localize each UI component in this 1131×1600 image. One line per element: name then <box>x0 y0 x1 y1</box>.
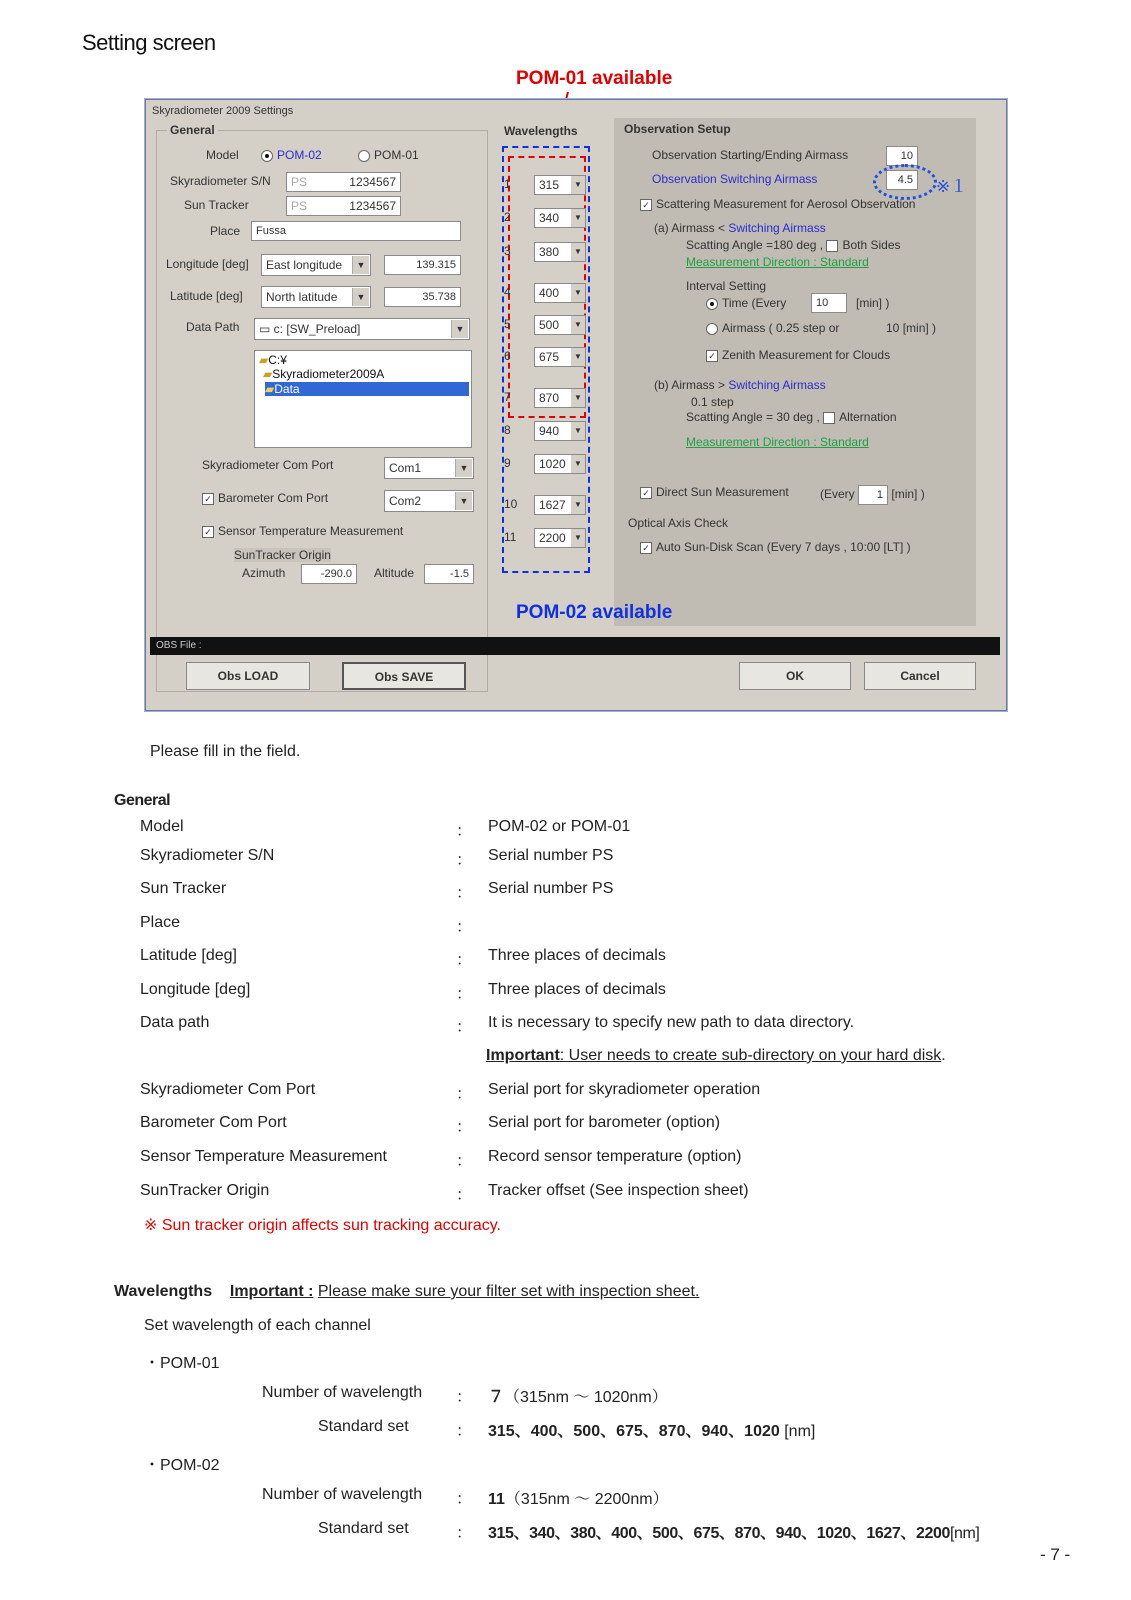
chevron-down-icon: ▼ <box>571 455 585 473</box>
airmass-radio[interactable]: Airmass ( 0.25 step or <box>706 321 839 335</box>
auto-scan-checkbox[interactable]: ✓ Auto Sun-Disk Scan (Every 7 days , 10:00 [LT] ) <box>640 540 911 554</box>
channel-select-9[interactable] <box>534 454 586 474</box>
colon: ： <box>456 1423 473 1440</box>
com-port-select[interactable]: Com1 ▼ <box>384 457 474 479</box>
chevron-down-icon: ▼ <box>571 176 585 194</box>
wavelengths-label: Wavelengths <box>504 124 578 138</box>
interval-label: Interval Setting <box>686 279 767 293</box>
origin-label: SunTracker Origin <box>234 548 331 562</box>
field-label: Latitude [deg] <box>140 947 237 964</box>
switching-label: Observation Switching Airmass <box>652 172 818 186</box>
pom01-num: ７（315nm ～ 1020nm） <box>488 1389 668 1406</box>
chevron-down-icon: ▼ <box>455 459 472 477</box>
start-end-input[interactable]: 10 <box>886 146 918 166</box>
chevron-down-icon: ▼ <box>571 284 585 302</box>
b-title: (b) Airmass > Switching Airmass <box>654 378 826 392</box>
dialog-title: Skyradiometer 2009 Settings <box>152 105 294 117</box>
chevron-down-icon: ▼ <box>571 243 585 261</box>
chevron-down-icon: ▼ <box>571 422 585 440</box>
latitude-input[interactable]: 35.738 <box>384 287 461 307</box>
pom01-std-label: Standard set <box>318 1418 409 1435</box>
channel-number: 1 <box>504 177 511 191</box>
pom01-callout: POM-01 available <box>516 68 673 89</box>
longitude-dir-select[interactable]: East longitude ▼ <box>261 254 371 276</box>
chevron-down-icon: ▼ <box>451 320 468 338</box>
direct-every: (Every 1 [min] ) <box>820 485 925 505</box>
data-path-label: Data Path <box>186 320 240 334</box>
a-direction-link[interactable]: Measurement Direction : Standard <box>686 255 869 269</box>
pom02-num-label: Number of wavelength <box>262 1486 423 1503</box>
zenith-checkbox[interactable]: ✓ Zenith Measurement for Clouds <box>706 348 890 362</box>
colon: ： <box>456 1153 473 1170</box>
barometer-checkbox[interactable]: ✓ Barometer Com Port <box>202 491 328 505</box>
place-label: Place <box>210 224 241 238</box>
colon: ： <box>456 1086 473 1103</box>
wavelengths-subtitle: Set wavelength of each channel <box>144 1317 371 1334</box>
cancel-button[interactable]: Cancel <box>864 662 976 690</box>
field-description: Serial port for barometer (option) <box>488 1114 721 1131</box>
field-label: Sensor Temperature Measurement <box>140 1148 387 1165</box>
channel-value: 1627 <box>539 498 566 512</box>
chevron-down-icon: ▼ <box>571 389 585 407</box>
pom02-num: 11（315nm ～ 2200nm） <box>488 1491 669 1508</box>
channel-select-8[interactable] <box>534 421 586 441</box>
pom02-std-set: 315、340、380、400、500、675、870、940、1020、1627、2200[nm] <box>488 1525 980 1542</box>
channel-value: 315 <box>539 178 560 192</box>
channel-number: 4 <box>504 285 511 299</box>
channel-value: 400 <box>539 286 560 300</box>
channel-value: 870 <box>539 391 560 405</box>
channel-select-2[interactable] <box>534 208 586 228</box>
colon: ： <box>456 823 473 840</box>
origin-note: ※ Sun tracker origin affects sun tracking accuracy. <box>144 1217 501 1234</box>
sensor-temp-checkbox[interactable]: ✓ Sensor Temperature Measurement <box>202 524 403 538</box>
pom02-callout: POM-02 available <box>516 602 673 623</box>
channel-value: 380 <box>539 245 560 259</box>
field-description: It is necessary to specify new path to data directory. <box>488 1014 855 1031</box>
a-title: (a) Airmass < Switching Airmass <box>654 221 826 235</box>
channel-number: 10 <box>504 497 518 511</box>
intro-text: Please fill in the field. <box>150 743 301 760</box>
altitude-label: Altitude <box>374 566 415 580</box>
channel-number: 7 <box>504 390 511 404</box>
colon: ： <box>456 1389 473 1406</box>
channel-select-3[interactable] <box>534 242 586 262</box>
field-label: Skyradiometer S/N <box>140 847 275 864</box>
chevron-down-icon: ▼ <box>571 316 585 334</box>
azimuth-input[interactable]: -290.0 <box>301 564 357 584</box>
folder-tree[interactable] <box>254 350 472 448</box>
latitude-label: Latitude [deg] <box>170 289 243 303</box>
field-label: Sun Tracker <box>140 880 227 897</box>
general-group-label: General <box>167 123 218 137</box>
tree-item-root[interactable]: ▰C:¥ <box>259 353 287 367</box>
field-description: Three places of decimals <box>488 947 666 964</box>
tracker-label: Sun Tracker <box>184 198 249 212</box>
colon: ： <box>456 1119 473 1136</box>
channel-select-11[interactable] <box>534 528 586 548</box>
field-description: Serial number PS <box>488 880 614 897</box>
colon: ： <box>456 885 473 902</box>
model-label: Model <box>206 148 239 162</box>
direct-sun-checkbox[interactable]: ✓ Direct Sun Measurement <box>640 485 789 499</box>
switching-input[interactable]: 4.5 <box>886 170 918 190</box>
channel-value: 340 <box>539 211 560 225</box>
colon: ： <box>456 1019 473 1036</box>
colon: ： <box>456 1491 473 1508</box>
note-mark: ※１ <box>936 177 968 196</box>
obs-load-button[interactable]: Obs LOAD <box>186 662 310 690</box>
field-label: Longitude [deg] <box>140 981 251 998</box>
field-label: Data path <box>140 1014 210 1031</box>
data-path-select[interactable]: ▭ c: [SW_Preload] ▼ <box>254 318 470 340</box>
azimuth-label: Azimuth <box>242 566 286 580</box>
colon: ： <box>456 852 473 869</box>
pom02-std-label: Standard set <box>318 1520 409 1537</box>
observation-label: Observation Setup <box>624 122 731 136</box>
channel-select-7[interactable] <box>534 388 586 408</box>
pom01-num-label: Number of wavelength <box>262 1384 423 1401</box>
channel-number: 6 <box>504 349 511 363</box>
chevron-down-icon: ▼ <box>352 256 369 274</box>
channel-select-1[interactable] <box>534 175 586 195</box>
pom01-std-set: 315、400、500、675、870、940、1020 [nm] <box>488 1423 816 1440</box>
b-step: 0.1 step <box>691 395 734 409</box>
tree-item-data-selected[interactable]: ▰Data <box>265 382 469 396</box>
pom01-label: ・POM-01 <box>144 1355 220 1372</box>
obs-save-button[interactable]: Obs SAVE <box>342 662 466 690</box>
chevron-down-icon: ▼ <box>571 348 585 366</box>
colon: ： <box>456 1187 473 1204</box>
airmass-interval: 10 [min] ) <box>886 321 937 335</box>
time-radio[interactable]: Time (Every <box>706 296 786 310</box>
chevron-down-icon: ▼ <box>352 288 369 306</box>
chevron-down-icon: ▼ <box>571 529 585 547</box>
channel-number: 8 <box>504 423 511 437</box>
drive-icon: ▭ <box>259 322 274 336</box>
pom02-label: ・POM-02 <box>144 1457 220 1474</box>
channel-number: 2 <box>504 210 511 224</box>
field-description: POM-02 or POM-01 <box>488 818 631 835</box>
b-direction-link[interactable]: Measurement Direction : Standard <box>686 435 869 449</box>
scatter-checkbox[interactable]: ✓ Scattering Measurement for Aerosol Observation <box>640 197 915 211</box>
start-end-label: Observation Starting/Ending Airmass <box>652 148 849 162</box>
folder-icon: ▰ <box>259 353 269 367</box>
channel-select-6[interactable] <box>534 347 586 367</box>
optical-label: Optical Axis Check <box>628 516 729 530</box>
latitude-dir-select[interactable]: North latitude ▼ <box>261 286 371 308</box>
channel-number: 9 <box>504 456 511 470</box>
sn-input[interactable]: PS 1234567 <box>286 172 401 192</box>
channel-number: 5 <box>504 317 511 331</box>
channel-select-5[interactable] <box>534 315 586 335</box>
longitude-input[interactable]: 139.315 <box>384 255 461 275</box>
altitude-input[interactable]: -1.5 <box>424 564 474 584</box>
important-line: Important: User needs to create sub-directory on your hard disk. <box>486 1047 946 1064</box>
chevron-down-icon: ▼ <box>571 209 585 227</box>
colon: ： <box>456 986 473 1003</box>
channel-value: 675 <box>539 350 560 364</box>
colon: ： <box>456 919 473 936</box>
b-angle: Scatting Angle = 30 deg , Alternation <box>686 410 897 424</box>
model-pom02-radio[interactable]: POM-02 <box>261 148 322 162</box>
field-label: Model <box>140 818 184 835</box>
ok-button[interactable]: OK <box>739 662 851 690</box>
field-description: Record sensor temperature (option) <box>488 1148 742 1165</box>
folder-icon: ▰ <box>265 382 275 396</box>
field-label: Barometer Com Port <box>140 1114 287 1131</box>
tree-item-skyradiometer[interactable]: ▰Skyradiometer2009A <box>263 367 385 381</box>
page-number: - 7 - <box>1040 1545 1071 1564</box>
page-title: Setting screen <box>82 30 216 55</box>
chevron-down-icon: ▼ <box>455 492 472 510</box>
field-label: Skyradiometer Com Port <box>140 1081 316 1098</box>
model-pom01-radio[interactable]: POM-01 <box>358 148 419 162</box>
colon: ： <box>456 1525 473 1542</box>
field-label: Place <box>140 914 181 931</box>
tracker-input[interactable]: PS 1234567 <box>286 196 401 216</box>
time-input[interactable]: 10 <box>811 293 847 313</box>
field-description: Tracker offset (See inspection sheet) <box>488 1182 749 1199</box>
channel-select-10[interactable] <box>534 495 586 515</box>
field-description: Serial number PS <box>488 847 614 864</box>
a-angle: Scatting Angle =180 deg , Both Sides <box>686 238 901 252</box>
channel-value: 940 <box>539 424 560 438</box>
chevron-down-icon: ▼ <box>571 496 585 514</box>
wavelengths-group <box>494 118 606 626</box>
general-heading: General <box>114 792 171 809</box>
switching-highlight <box>873 164 937 200</box>
field-description: Serial port for skyradiometer operation <box>488 1081 761 1098</box>
channel-select-4[interactable] <box>534 283 586 303</box>
com-port-label: Skyradiometer Com Port <box>202 458 334 472</box>
channel-number: 3 <box>504 244 511 258</box>
folder-icon: ▰ <box>263 367 273 381</box>
longitude-label: Longitude [deg] <box>166 257 249 271</box>
wavelengths-heading: Wavelengths Important : Please make sure your filter set with inspection sheet. <box>114 1283 700 1300</box>
field-description: Three places of decimals <box>488 981 666 998</box>
channel-number: 11 <box>504 530 517 544</box>
sn-label: Skyradiometer S/N <box>170 174 271 188</box>
obs-file-bar: OBS File : <box>150 637 1000 655</box>
place-input[interactable]: Fussa <box>251 221 461 241</box>
channel-value: 1020 <box>539 457 566 471</box>
field-label: SunTracker Origin <box>140 1182 270 1199</box>
barometer-port-select[interactable]: Com2 ▼ <box>384 490 474 512</box>
time-unit: [min] ) <box>856 296 890 310</box>
channel-value: 2200 <box>539 531 566 545</box>
colon: ： <box>456 952 473 969</box>
channel-value: 500 <box>539 318 560 332</box>
